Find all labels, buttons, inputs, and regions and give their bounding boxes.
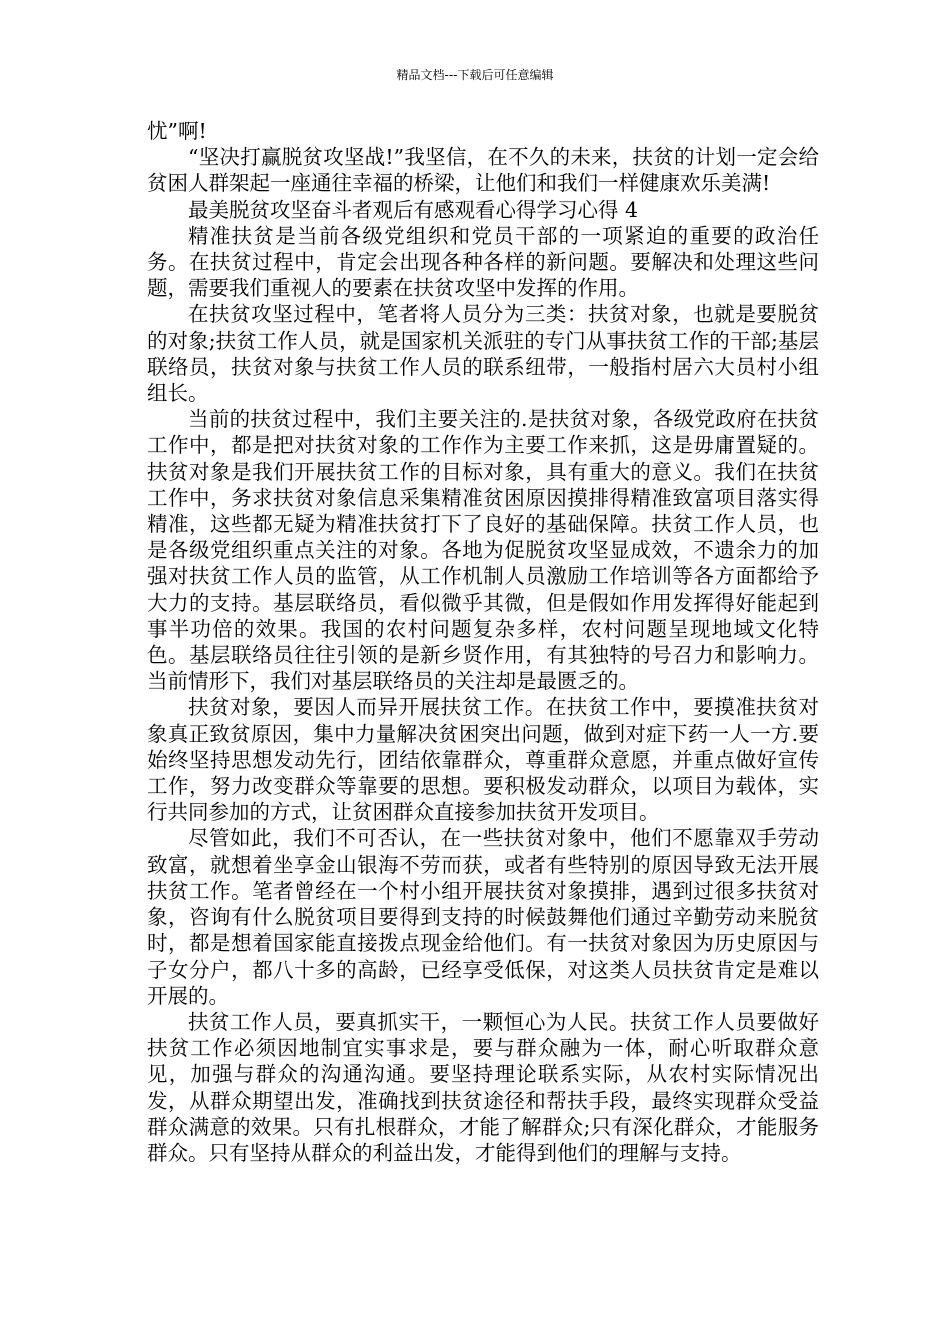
document-body	[147, 118, 819, 1166]
paragraph: 扶贫工作人员，要真抓实干，一颗恒心为人民。扶贫工作人员要做好扶贫工作必须因地制宜实事求是，要与群众融为一体，耐心听取群众意见，加强与群众的沟通沟通。要坚持理论联系实际，从农村实际情况出发，从群众期望出发，准确找到扶贫途径和帮扶手段，最终实现群众受益群众满意的效果。只有扎根群众，才能了解群众;只有深化群众，才能服务群众。只有坚持从群众的利益出发，才能得到他们的理解与支持。	[147, 1009, 819, 1165]
paragraph: 尽管如此，我们不可否认，在一些扶贫对象中，他们不愿靠双手劳动致富，就想着坐享金山银海不劳而获，或者有些特别的原因导致无法开展扶贫工作。笔者曾经在一个村小组开展扶贫对象摸排，遇到过很多扶贫对象，咨询有什么脱贫项目要得到支持的时候鼓舞他们通过辛勤劳动来脱贫时，都是想着国家能直接拨点现金给他们。有一扶贫对象因为历史原因与子女分户，都八十多的高龄，已经享受低保，对这类人员扶贫肯定是难以开展的。	[147, 826, 819, 1008]
paragraph: 在扶贫攻坚过程中，笔者将人员分为三类：扶贫对象，也就是要脱贫的对象;扶贫工作人员，就是国家机关派驻的专门从事扶贫工作的干部;基层联络员，扶贫对象与扶贫工作人员的联系纽带，一般指村居六大员村小组组长。	[147, 302, 819, 406]
section-title: 最美脱贫攻坚奋斗者观后有感观看心得学习心得 4	[188, 197, 639, 222]
page-header: 精品文档---下载后可任意编辑	[396, 68, 554, 82]
paragraph: “坚决打赢脱贫攻坚战!”我坚信，在不久的未来，扶贫的计划一定会给贫困人群架起一座通往幸福的桥梁，让他们和我们一样健康欢乐美满!	[147, 145, 819, 196]
paragraph-continuation: 忧”啊!	[147, 119, 207, 143]
paragraph: 精准扶贫是当前各级党组织和党员干部的一项紧迫的重要的政治任务。在扶贫过程中，肯定会出现各种各样的新问题。要解决和处理这些问题，需要我们重视人的要素在扶贫攻坚中发挥的作用。	[147, 223, 819, 301]
paragraph: 当前的扶贫过程中，我们主要关注的.是扶贫对象，各级党政府在扶贫工作中，都是把对扶贫对象的工作作为主要工作来抓，这是毋庸置疑的。扶贫对象是我们开展扶贫工作的目标对象，具有重大的意义。我们在扶贫工作中，务求扶贫对象信息采集精准贫困原因摸排得精准致富项目落实得精准，这些都无疑为精准扶贫打下了良好的基础保障。扶贫工作人员，也是各级党组织重点关注的对象。各地为促脱贫攻坚显成效，不遗余力的加强对扶贫工作人员的监管，从工作机制人员激励工作培训等各方面都给予大力的支持。基层联络员，看似微乎其微，但是假如作用发挥得好能起到事半功倍的效果。我国的农村问题复杂多样，农村问题呈现地域文化特色。基层联络员往往引领的是新乡贤作用，有其独特的号召力和影响力。当前情形下，我们对基层联络员的关注却是最匮乏的。	[147, 407, 819, 694]
paragraph: 扶贫对象，要因人而异开展扶贫工作。在扶贫工作中，要摸准扶贫对象真正致贫原因，集中力量解决贫困突出问题，做到对症下药一人一方.要始终坚持思想发动先行，团结依靠群众，尊重群众意愿，并重点做好宣传工作，努力改变群众等靠要的思想。要积极发动群众，以项目为载体，实行共同参加的方式，让贫困群众直接参加扶贫开发项目。	[147, 695, 819, 825]
